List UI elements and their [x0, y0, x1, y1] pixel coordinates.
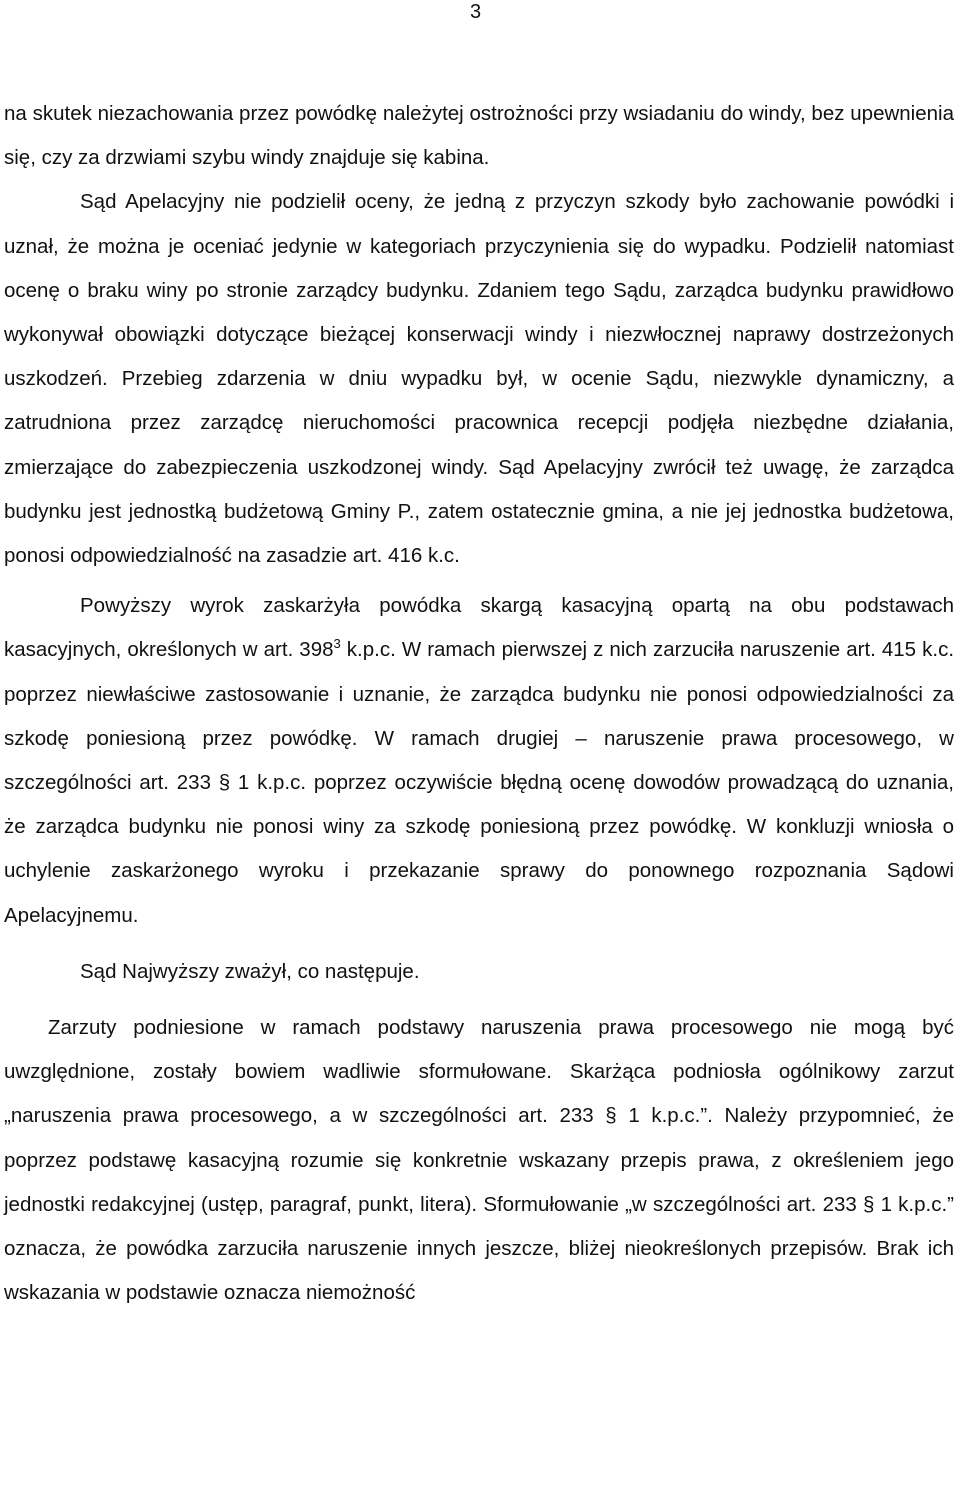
paragraph-text: na skutek niezachowania przez powódkę należytej ostrożności przy wsiadaniu do windy, bez upewnienia się, czy za drzwiami szybu windy znajduje się kabina.: [4, 102, 954, 170]
paragraph-supreme-court-heading: [4, 950, 954, 994]
paragraph-procedural-objections: [4, 1006, 954, 1315]
paragraph-continuation: [4, 92, 954, 180]
article-superscript: 3: [333, 636, 341, 652]
page-number: 3: [470, 1, 482, 23]
paragraph-text: Powyższy wyrok zaskarżyła powódka skargą kasacyjną opartą na obu podstawach kasacyjnych, określonych w art. 398: [4, 594, 954, 662]
paragraph-cassation-complaint: [4, 584, 954, 938]
paragraph-text: Sąd Najwyższy zważył, co następuje.: [80, 959, 420, 983]
document-body: [4, 92, 954, 1315]
paragraph-text: Sąd Apelacyjny nie podzielił oceny, że jedną z przyczyn szkody było zachowanie powódki i uznał, że można je oceniać jedynie w kategoriach przyczynienia się do wypadku. Podzielił natomiast ocenę o braku winy po stronie zarządcy budynku. Zdaniem tego Sądu, zarządca budynku prawidłowo wykonywał obowiązki dotyczące bieżącej konserwacji windy i niezwłocznej naprawy dostrzeżonych uszkodzeń. Przebieg zdarzenia w dniu wypadku był, w ocenie Sądu, niezwykle dynamiczny, a zatrudniona przez zarządcę nieruchomości pracownica recepcji podjęła niezbędne działania, zmierzające do zabezpieczenia uszkodzonej windy. Sąd Apelacyjny zwrócił też uwagę, że zarządca budynku jest jednostką budżetową Gminy P., zatem ostatecznie gmina, a nie jej jednostka budżetowa, ponosi odpowiedzialność na zasadzie art. 416 k.c.: [4, 190, 954, 568]
paragraph-text: k.p.c. W ramach pierwszej z nich zarzuciła naruszenie art. 415 k.c. poprzez niewłaściwe zastosowanie i uznanie, że zarządca budynku nie ponosi odpowiedzialności za szkodę poniesioną przez powódkę. W ramach drugiej – naruszenie prawa procesowego, w szczególności art. 233 § 1 k.p.c. poprzez oczywiście błędną ocenę dowodów prowadzącą do uznania, że zarządca budynku nie ponosi winy za szkodę poniesioną przez powódkę. W konkluzji wniosła o uchylenie zaskarżonego wyroku i przekazanie sprawy do ponownego rozpoznania Sądowi Apelacyjnemu.: [4, 638, 955, 927]
paragraph-appeal-court-assessment: [4, 180, 954, 578]
paragraph-text: Zarzuty podniesione w ramach podstawy naruszenia prawa procesowego nie mogą być uwzględnione, zostały bowiem wadliwie sformułowane. Skarżąca podniosła ogólnikowy zarzut „naruszenia prawa procesowego, a w szczególności art. 233 § 1 k.p.c.”. Należy przypomnieć, że poprzez podstawę kasacyjną rozumie się konkretnie wskazany przepis prawa, z określeniem jego jednostki redakcyjnej (ustęp, paragraf, punkt, litera). Sformułowanie „w szczególności art. 233 § 1 k.p.c.” oznacza, że powódka zarzuciła naruszenie innych jeszcze, bliżej nieokreślonych przepisów. Brak ich wskazania w podstawie oznacza niemożność: [4, 1016, 954, 1305]
